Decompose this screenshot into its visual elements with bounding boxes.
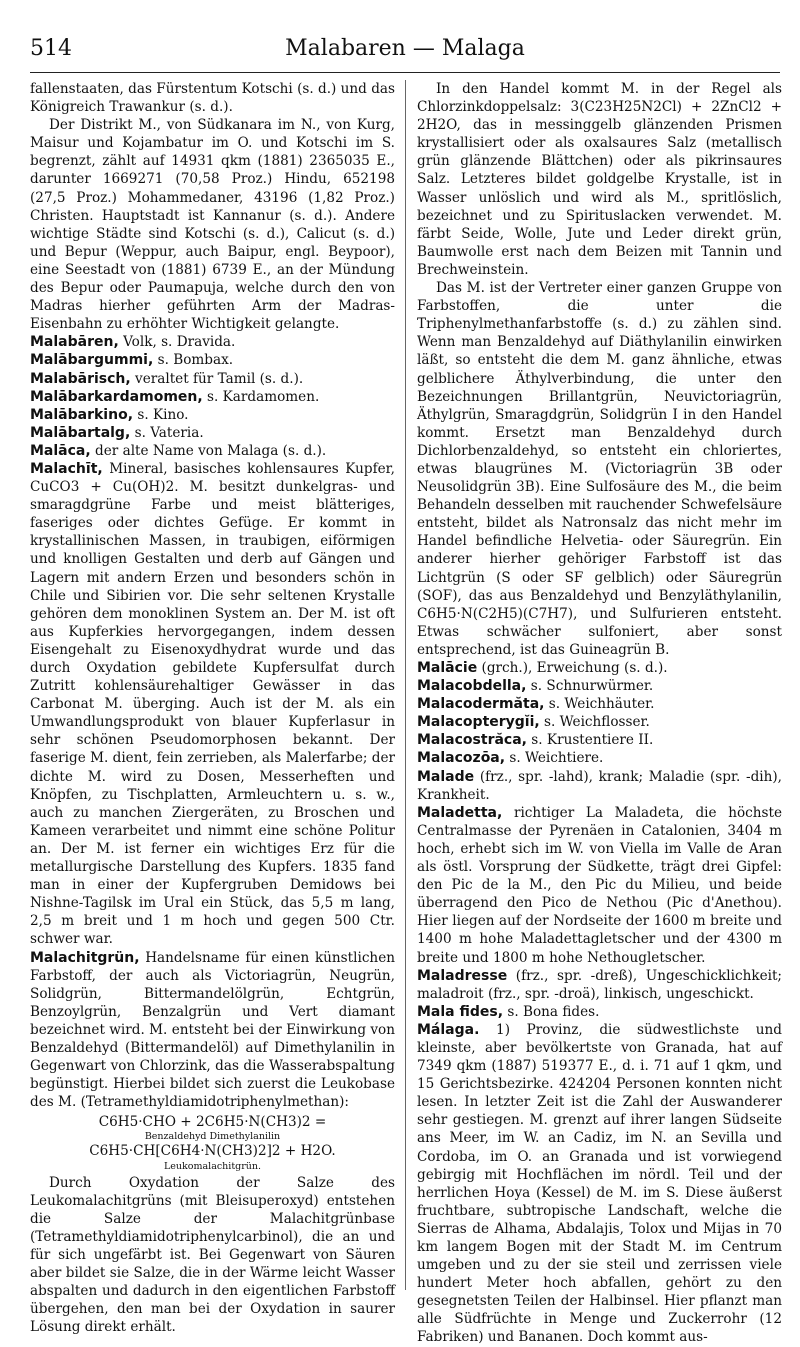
formula-line: C6H5·CH[C6H4·N(CH3)2]2 + H2O. bbox=[89, 1143, 336, 1160]
entry-mala-fides bbox=[417, 1003, 782, 1021]
entry-text: der alte Name von Malaga (s. d.). bbox=[90, 442, 327, 459]
entry-malacozoa bbox=[417, 749, 782, 767]
headword: Mala fides, bbox=[417, 1003, 504, 1020]
entry-malacie bbox=[417, 659, 782, 677]
page-number: 514 bbox=[30, 36, 72, 61]
entry-malabaren bbox=[30, 333, 395, 351]
entry-malachitgruen bbox=[30, 949, 395, 1112]
headword: Malacozōa, bbox=[417, 750, 506, 767]
headword: Malabāren, bbox=[30, 334, 119, 351]
entry-maladetta bbox=[417, 804, 782, 967]
entry-malabarkardamomen bbox=[30, 388, 395, 406]
paragraph: fallenstaaten, das Fürstentum Kotschi (s. d.) und das Königreich Trawankur (s. d.). bbox=[30, 81, 395, 116]
entry-malacostraca bbox=[417, 731, 782, 749]
headword: Malacostrăca, bbox=[417, 732, 527, 749]
headword: Malacodermăta, bbox=[417, 696, 545, 713]
entry-text: s. Vateria. bbox=[130, 424, 204, 441]
entry-text: veraltet für Tamil (s. d.). bbox=[130, 370, 304, 387]
chemical-formula bbox=[30, 1113, 395, 1171]
paragraph: Das M. ist der Vertreter einer ganzen Gruppe von Farbstoffen, die unter die Triphenylmethanfarbstoffe (s. d.) zu zählen sind. Wenn man Benzaldehyd auf Diäthylanilin einwirken läßt, so entsteht die dem M. ganz ähnliche, etwas gelblichere Äthylverbindung, die unter den Bezeichnungen Brillantgrün, Neuvictoriagrün, Äthylgrün, Smaragdgrün, Solidgrün I in den Handel kommt. Ersetzt man Benzaldehyd durch Dichlorbenzaldehyd, so entsteht ein chloriertes, etwas blaugrünes M. (Victoriagrün 3B oder Neusolidgrün 3B). Eine Sulfosäure des M., die beim Behandeln desselben mit rauchender Schwefelsäure entsteht, bildet als Natronsalz das nicht mehr im Handel befindliche Helvetia- oder Säuregrün. Ein anderer hierher gehöriger Farbstoff ist das Lichtgrün (S oder SF gelblich) oder Säuregrün (SOF), das aus Benzaldehyd und Benzyläthylanilin, C6H5·N(C2H5)(C7H7), und Sulfurieren entsteht. Etwas schwächer sulfoniert, aber sonst entsprechend, ist das Guineagrün B. bbox=[417, 280, 782, 658]
entry-text: Mineral, basisches kohlensaures Kupfer, CuCO3 + Cu(OH)2. M. besitzt dunkelgras- und smaragdgrüne Farbe und meist blätteriges, faseriges oder dichtes Gefüge. Er kommt in krystallinischen Massen, in traubigen, eiförmigen und knolligen Gestalten und derb auf Gängen und Lagern mit andern Erzen und besonders schön in Chile und Sibirien vor. Die sehr seltenen Krystalle gehören dem monoklinen System an. Der M. ist oft aus Kupferkies hervorgegangen, indem dessen Eisengehalt zu Eisenoxydhydrat wurde und das durch Oxydation gebildete Kupfersulfat durch Zutritt kohlensäurehaltiger Gewässer in das Carbonat M. überging. Auch ist der M. als ein Umwandlungsprodukt von blauer Kupferlasur in sehr schönen Pseudomorphosen bekannt. Der faserige M. dient, fein zerrieben, als Malerfarbe; der dichte M. wird zu Dosen, Messerheften und Knöpfen, zu Tischplatten, Armleuchtern u. s. w., auch zu manchen Ziergeräten, zu Broschen und Kameen verarbeitet und nimmt eine schöne Politur an. Der M. ist ferner ein wichtiges Erz für die metallurgische Darstellung des Kupfers. 1835 fand man in einer der Kupfergruben Demidows bei Nishne-Tagilsk im Ural ein Stück, das 5,5 m lang, 2,5 m breit und 1 m hoch und gegen 500 Ctr. schwer war. bbox=[30, 460, 396, 948]
headword: Malacobdella, bbox=[417, 678, 527, 695]
entry-text: s. Bona fides. bbox=[503, 1003, 600, 1020]
headword: Malāca, bbox=[30, 442, 91, 459]
formula-label: Benzaldehyd Dimethylanilin bbox=[144, 1131, 281, 1143]
headword: Malābartalg, bbox=[30, 424, 131, 441]
entry-malachit bbox=[30, 460, 395, 949]
headword: Maladresse bbox=[417, 967, 508, 984]
entry-malaca bbox=[30, 442, 395, 460]
entry-text: s. Krustentiere II. bbox=[526, 732, 654, 749]
paragraph: Der Distrikt M., von Südkanara im N., von Kurg, Maisur und Kojambatur im O. und Kotschi im S. begrenzt, zählt auf 14931 qkm (1881) 2365035 E., darunter 1669271 (70,58 Proz.) Hindu, 652198 (27,5 Proz.) Mohammedaner, 43196 (1,82 Proz.) Christen. Hauptstadt ist Kannanur (s. d.). Andere wichtige Städte sind Kotschi (s. d.), Calicut (s. d.) und Bepur (Weppur, auch Baipur, engl. Beypoor), eine Seestadt von (1881) 6739 E., an der Mündung des Bepur oder Paumapuja, welche durch den von Madras hierher geführten Arm der Madras-Eisenbahn zu erhöhter Wichtigkeit gelangte. bbox=[30, 117, 395, 333]
entry-malabarisch bbox=[30, 370, 395, 388]
entry-text: 1) Provinz, die südwestlichste und kleinste, aber bevölkertste von Granada, hat auf 7349 qkm (1887) 519377 E., d. i. 71 auf 1 qkm, und 15 Gerichtsbezirke. 424204 Personen konnten nicht lesen. In letzter Zeit ist die Zahl der Auswanderer sehr gestiegen. M. grenzt auf ihrer langen Südseite ans Meer, im W. an Cadiz, im N. an Sevilla und Cordoba, im O. an Granada und ist vorwiegend gebirgig mit Hochflächen im nördl. Teil und der herrlichen Hoya (Kessel) de M. im S. Diese äußerst fruchtbare, subtropische Landschaft, welche die Sierras de Alhama, Abdalajis, Tolox und Mijas in 70 km langem Bogen mit der Stadt M. im Centrum umgeben und zu der sie steil und zerrissen viele hundert Meter hoch abfallen, gehört zu den gesegnetsten Teilen der Halbinsel. Hier pflanzt man alle Südfrüchte in Menge und Zuckerrohr (12 Fabriken) und Bananen. Doch kommt aus- bbox=[417, 1021, 782, 1346]
left-column bbox=[30, 80, 396, 1336]
right-column bbox=[417, 80, 782, 1346]
entry-text: s. Kino. bbox=[133, 406, 189, 423]
entry-text: s. Weichhäuter. bbox=[544, 696, 655, 713]
page-header bbox=[30, 36, 780, 70]
entry-text: Handelsname für einen künstlichen Farbstoff, der auch als Victoriagrün, Neugrün, Solidgrün, Bittermandelölgrün, Echtgrün, Benzoylgrün, Benzalgrün und Vert diamant bezeichnet wird. M. entsteht bei der Einwirkung von Benzaldehyd (Bittermandelöl) auf Dimethylanilin in Gegenwart von Chlorzink, das die Wasserabspaltung begünstigt. Hierbei bildet sich zuerst die Leukobase des M. (Tetramethyldiamidotriphenylmethan): bbox=[30, 949, 395, 1111]
entry-malabarkino bbox=[30, 406, 395, 424]
entry-text: s. Kardamomen. bbox=[202, 388, 320, 405]
entry-malaga bbox=[417, 1021, 782, 1347]
entry-malacopterygii bbox=[417, 713, 782, 731]
entry-malabartalg bbox=[30, 424, 395, 442]
headword: Malābarkino, bbox=[30, 406, 134, 423]
headword: Malade bbox=[417, 768, 475, 785]
headword: Málaga. bbox=[417, 1021, 480, 1038]
headword: Malacopterygĭi, bbox=[417, 714, 540, 731]
headword: Malachitgrün, bbox=[30, 949, 140, 966]
entry-text: richtiger La Maladeta, die höchste Centralmasse der Pyrenäen in Catalonien, 3404 m hoch, erhebt sich im W. von Viella im Valle de Aran als östl. Vorsprung der Südkette, trägt drei Gipfel: den Pic de la M., den Pic du Milieu, und beide überragend den Pico de Nethou (Pic d'Anethou). Hier liegen auf der Nordseite der 1600 m breite und 1400 m hohe Maladettagletscher und der 4300 m breite und 1800 m hohe Nethougletscher. bbox=[417, 804, 782, 966]
paragraph: In den Handel kommt M. in der Regel als Chlorzinkdoppelsalz: 3(C23H25N2Cl) + 2ZnCl2 + 2H2O, das in messinggelb glänzenden Prismen krystallisiert oder als oxalsaures Salz (metallisch grün glänzende Blättchen) oder als pikrinsaures Salz. Letzteres bildet goldgelbe Krystalle, ist in Wasser unlöslich und wird als M., spritlöslich, bezeichnet und zu Spirituslacken verwendet. M. färbt Seide, Wolle, Jute und Leder direkt grün, Baumwolle erst nach dem Beizen mit Tannin und Brechweinstein. bbox=[417, 81, 782, 278]
entry-text: (frz., spr. -dreß), Ungeschicklichkeit; maladroit (frz., spr. -droä), linkisch, ungeschickt. bbox=[417, 967, 782, 1002]
entry-malade bbox=[417, 768, 782, 804]
entry-malacodermata bbox=[417, 695, 782, 713]
entry-text: (frz., spr. -lahd), krank; Maladie (spr. -dih), Krankheit. bbox=[417, 768, 782, 803]
entry-text: s. Weichtiere. bbox=[505, 750, 604, 767]
header-rule bbox=[30, 72, 780, 73]
entry-maladresse bbox=[417, 967, 782, 1003]
entry-text: s. Weichflosser. bbox=[539, 714, 650, 731]
entry-text: (grch.), Erweichung (s. d.). bbox=[477, 660, 668, 676]
formula-label: Leukomalachitgrün. bbox=[163, 1160, 262, 1172]
headword: Malabārisch, bbox=[30, 370, 131, 387]
headword: Malābargummi, bbox=[30, 352, 154, 369]
headword: Malācie bbox=[417, 660, 478, 676]
headword: Malachīt, bbox=[30, 460, 103, 477]
entry-text: s. Bombax. bbox=[153, 352, 234, 369]
entry-malabargummi bbox=[30, 351, 395, 369]
headword: Malābarkardamomen, bbox=[30, 388, 203, 405]
column-divider bbox=[405, 80, 406, 1290]
running-title: Malabaren — Malaga bbox=[285, 36, 525, 61]
formula-line: C6H5·CHO + 2C6H5·N(CH3)2 = bbox=[98, 1114, 327, 1131]
entry-text: Volk, s. Dravida. bbox=[118, 334, 236, 351]
paragraph: Durch Oxydation der Salze des Leukomalachitgrüns (mit Bleisuperoxyd) entstehen die Salze der Malachitgrünbase (Tetramethyldiamidotriphenylcarbinol), die an und für sich ungefärbt ist. Bei Gegenwart von Säuren aber bildet sie Salze, die in der Wärme leicht Wasser abspalten und dadurch in den eigentlichen Farbstoff übergehen, den man bei der Oxydation in saurer Lösung direkt erhält. bbox=[30, 1174, 395, 1336]
headword: Maladetta, bbox=[417, 804, 503, 821]
entry-text: s. Schnurwürmer. bbox=[526, 678, 654, 695]
entry-malacobdella bbox=[417, 677, 782, 695]
